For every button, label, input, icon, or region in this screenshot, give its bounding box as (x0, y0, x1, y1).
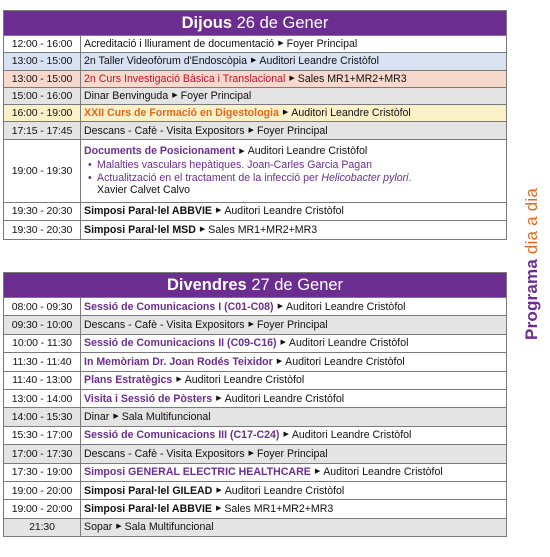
row-title: Descans - Cafè - Visita Expositors (84, 447, 245, 460)
row-time: 08:00 - 09:30 (4, 298, 81, 315)
day-name: Divendres (166, 276, 247, 294)
arrow-icon: ▶ (248, 126, 254, 134)
row-title: Descans - Cafè - Visita Expositors (84, 124, 245, 137)
row-title: Dinar (84, 411, 110, 424)
arrow-icon: ▶ (113, 413, 119, 421)
arrow-icon: ▶ (278, 40, 284, 48)
side-label-light: dia a dia (522, 188, 541, 259)
arrow-icon: ▶ (216, 486, 222, 494)
row-title: Sessió de Comunicacions II (C09-C16) (84, 337, 277, 350)
row-time: 12:00 - 16:00 (4, 36, 81, 52)
row-time: 13:00 - 15:00 (4, 53, 81, 69)
row-time: 11:30 - 11:40 (4, 353, 81, 370)
row-title: Descans - Cafè - Visita Expositors (84, 319, 245, 332)
row-time: 19:30 - 20:30 (4, 203, 81, 220)
row-title: Documents de Posicionament (84, 145, 236, 158)
schedule-row (4, 70, 506, 87)
row-time: 13:00 - 14:00 (4, 390, 81, 407)
row-title: Simposi GENERAL ELECTRIC HEALTHCARE (84, 466, 311, 479)
row-time: 19:00 - 19:30 (4, 140, 81, 202)
arrow-icon: ▶ (215, 207, 222, 215)
row-place: Sales MR1+MR2+MR3 (224, 502, 334, 515)
row-time: 15:00 - 16:00 (4, 88, 81, 104)
schedule-row (4, 104, 506, 121)
day-schedule-friday (3, 272, 507, 537)
row-place: Auditori Leandre Cristòfol (323, 466, 443, 479)
row-place: Foyer Principal (256, 319, 328, 332)
row-title: Sopar (84, 521, 113, 534)
row-title: 2n Taller Videofòrum d'Endoscòpia (84, 55, 247, 68)
arrow-icon: ▶ (289, 74, 295, 82)
row-title: In Memòriam Dr. Joan Rodés Teixidor (84, 355, 273, 368)
row-time: 09:30 - 10:00 (4, 316, 81, 333)
row-place: Auditori Leandre Cristòfol (259, 55, 379, 68)
talk-title-end: . (408, 171, 412, 184)
schedule-row (4, 87, 506, 104)
arrow-icon: ▶ (276, 357, 283, 365)
row-title: Simposi Paral·lel GILEAD (84, 484, 213, 497)
schedule-row (4, 52, 506, 69)
row-place: Foyer Principal (256, 124, 328, 137)
arrow-icon: ▶ (116, 523, 122, 531)
row-place: Sales MR1+MR2+MR3 (297, 72, 407, 85)
bullet-icon: • (88, 159, 92, 172)
schedule-row (4, 315, 506, 333)
row-place: Auditori Leandre Cristòfol (291, 107, 411, 120)
list-item (84, 172, 411, 184)
arrow-icon: ▶ (283, 431, 289, 439)
row-place: Auditori Leandre Cristòfol (224, 392, 345, 405)
schedule-row (4, 407, 506, 425)
arrow-icon: ▶ (251, 57, 257, 65)
talk-title: Malalties vasculars hepàtiques. Joan-Carles Garcia Pagan (97, 159, 372, 172)
schedule-row (4, 297, 506, 315)
row-title: Acreditació i lliurament de documentació (84, 38, 275, 51)
talk-title-italic: Helicobacter pylori (321, 171, 409, 184)
row-time: 21:30 (4, 519, 81, 536)
arrow-icon: ▶ (280, 339, 286, 347)
schedule-row (4, 352, 506, 370)
schedule-row (4, 444, 506, 462)
day-header (4, 273, 506, 297)
row-place: Foyer Principal (286, 38, 358, 51)
arrow-icon: ▶ (199, 225, 206, 233)
row-time: 17:30 - 19:00 (4, 464, 81, 481)
row-place: Sala Multifuncional (121, 411, 211, 424)
row-place: Sales MR1+MR2+MR3 (208, 223, 318, 236)
row-place: Foyer Principal (180, 90, 252, 103)
row-title: Simposi Paral·lel MSD (84, 223, 196, 236)
day-name: Dijous (181, 14, 233, 32)
schedule-row (4, 463, 506, 481)
row-time: 17:00 - 17:30 (4, 445, 81, 462)
arrow-icon: ▶ (314, 468, 321, 476)
row-time: 19:00 - 20:00 (4, 500, 81, 517)
talk-author: Xavier Calvet Calvo (97, 184, 191, 197)
schedule-row (4, 389, 506, 407)
schedule-row (4, 518, 506, 536)
row-time: 15:30 - 17:00 (4, 427, 81, 444)
row-time: 13:00 - 15:00 (4, 71, 81, 87)
row-place: Auditori Leandre Cristòfol (224, 484, 345, 497)
arrow-icon: ▶ (239, 148, 245, 156)
list-item (84, 159, 372, 171)
row-place: Auditori Leandre Cristòfol (285, 355, 405, 368)
row-place: Auditori Leandre Cristòfol (247, 145, 368, 158)
row-time: 14:00 - 15:30 (4, 408, 81, 425)
arrow-icon: ▶ (216, 394, 222, 402)
arrow-icon: ▶ (282, 109, 289, 117)
row-title: Simposi Paral·lel ABBVIE (84, 502, 212, 515)
schedule-row (4, 139, 506, 202)
bullet-icon: • (88, 171, 92, 184)
talk-title: Actualització en el tractament de la infecció per (97, 171, 322, 184)
row-title: Simposi Paral·lel ABBVIE (84, 205, 212, 218)
schedule-row (4, 426, 506, 444)
day-schedule-thursday (3, 10, 507, 240)
schedule-row (4, 202, 506, 220)
schedule-row (4, 499, 506, 517)
side-label-strong: Programa (522, 259, 541, 340)
arrow-icon: ▶ (248, 449, 254, 457)
day-date: 27 de Gener (246, 276, 344, 294)
day-date: 26 de Gener (232, 14, 329, 32)
row-place: Auditori Leandre Cristòfol (288, 337, 409, 350)
row-time: 19:30 - 20:30 (4, 221, 81, 238)
arrow-icon: ▶ (248, 321, 254, 329)
row-place: Auditori Leandre Cristòfol (285, 300, 406, 313)
row-place: Auditori Leandre Cristòfol (184, 374, 305, 387)
side-label (522, 188, 544, 340)
row-time: 17:15 - 17:45 (4, 122, 81, 138)
schedule-row (4, 121, 506, 138)
arrow-icon: ▶ (172, 92, 178, 100)
row-time: 10:00 - 11:30 (4, 335, 81, 352)
schedule-row (4, 35, 506, 52)
row-title: Dinar Benvinguda (84, 90, 169, 103)
arrow-icon: ▶ (176, 376, 182, 384)
row-place: Auditori Leandre Cristòfol (291, 429, 412, 442)
schedule-row (4, 334, 506, 352)
schedule-row (4, 220, 506, 238)
arrow-icon: ▶ (277, 302, 283, 310)
day-header (4, 11, 506, 35)
row-title: 2n Curs Investigació Bàsica i Translacional (84, 72, 286, 85)
schedule-row (4, 371, 506, 389)
row-time: 11:40 - 13:00 (4, 372, 81, 389)
row-title: XXII Curs de Formació en Digestologia (84, 107, 279, 120)
row-place: Auditori Leandre Cristòfol (224, 205, 344, 218)
row-time: 16:00 - 19:00 (4, 105, 81, 121)
row-place: Sala Multifuncional (124, 521, 214, 534)
row-place: Foyer Principal (256, 447, 328, 460)
row-title: Sessió de Comunicacions III (C17-C24) (84, 429, 280, 442)
row-title: Visita i Sessió de Pòsters (84, 392, 213, 405)
schedule-row (4, 481, 506, 499)
row-time: 19:00 - 20:00 (4, 482, 81, 499)
row-title: Sessió de Comunicacions I (C01-C08) (84, 300, 274, 313)
arrow-icon: ▶ (215, 504, 222, 512)
row-title: Plans Estratègics (84, 374, 173, 387)
